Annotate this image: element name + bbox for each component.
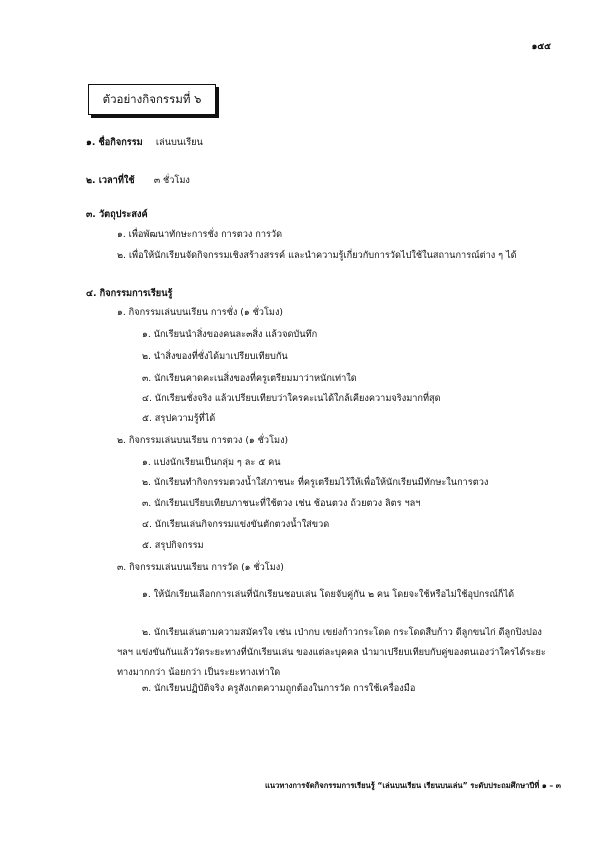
list-item: ๔. นักเรียนชั่งจริง แล้วเปรียบเทียบว่าใครคะเนได้ใกล้เคียงความจริงมากที่สุด (142, 393, 441, 404)
objective-item: ๑. เพื่อพัฒนาทักษะการชั่ง การตวง การวัด (117, 229, 283, 240)
list-item: ๕. สรุปกิจกรรม (142, 540, 204, 551)
sub2-title: ๒. กิจกรรมเล่นบนเรียน การตวง (๑ ชั่วโมง) (117, 435, 289, 446)
list-item: ๒. นำสิ่งของที่ชั่งได้มาเปรียบเทียบกัน (142, 351, 288, 362)
activity-title: ตัวอย่างกิจกรรมที่ ๖ (102, 92, 202, 107)
sub3-paragraph-2: ๒. นักเรียนเล่นตามความสมัครใจ เช่น เป่ากบ เขย่งก้าวกระโดด กระโดดสืบก้าว ดีลูกขนไก่ ดีลูกปิงปอง ฯลฯ แข่งขันกันแล้ววัดระยะทางที่นักเรียนเล่น ของแต่ละบุคคล นำมาเปรียบเทียบกับคู่ของตนเองว่าใครได้ระยะทางมากกว่า น้อยกว่า เป็นระยะทางเท่าใด (117, 627, 546, 678)
section2-heading (86, 176, 190, 186)
sub3-title: ๓. กิจกรรมเล่นบนเรียน การวัด (๑ ชั่วโมง) (117, 562, 284, 573)
list-item: ๒. นักเรียนทำกิจกรรมตวงน้ำใส่ภาชนะ ที่ครูเตรียมไว้ให้เพื่อให้นักเรียนมีทักษะในการตวง (142, 477, 489, 488)
list-item: ๕. สรุปความรู้ที่ได้ (142, 413, 216, 424)
list-item: ๓. นักเรียนเปรียบเทียบภาชนะที่ใช้ตวง เช่น ช้อนตวง ถ้วยตวง ลิตร ฯลฯ (142, 498, 421, 509)
section2-value: ๓ ชั่วโมง (153, 175, 190, 186)
list-item: ๓. นักเรียนคาดคะเนสิ่งของที่ครูเตรียมมาว่าหนักเท่าใด (142, 373, 357, 384)
sub3-paragraph-1: ๑. ให้นักเรียนเลือกการเล่นที่นักเรียนชอบเล่น โดยจับคู่กัน ๒ คน โดยจะใช้หรือไม่ใช้อุปกรณ์ก็ได้ (142, 589, 515, 600)
section3-heading: ๓. วัตถุประสงค์ (86, 209, 148, 220)
list-item: ๔. นักเรียนเล่นกิจกรรมแข่งขันตักตวงน้ำใส่ขวด (142, 519, 330, 530)
page-footer: แนวทางการจัดกิจกรรมการเรียนรู้ “เล่นบนเรียน เรียนบนเล่น” ระดับประถมศึกษาปีที่ ๑ – ๓ (265, 781, 561, 790)
section1-label: ๑. ชื่อกิจกรรม (86, 137, 143, 148)
list-item: ๑. นักเรียนนำสิ่งของคนละ๓สิ่ง แล้วจดบันทึก (142, 329, 318, 340)
list-item: ๑. แบ่งนักเรียนเป็นกลุ่ม ๆ ละ ๕ คน (142, 457, 281, 468)
section4-heading: ๔. กิจกรรมการเรียนรู้ (86, 288, 173, 299)
objective-item: ๒. เพื่อให้นักเรียนจัดกิจกรรมเชิงสร้างสรรค์ และนำความรู้เกี่ยวกับการวัดไปใช้ในสถานการณ์ต่าง ๆ ได้ (117, 250, 517, 261)
page-number: ๑๕๕ (531, 42, 551, 52)
sub3-paragraph-3: ๓. นักเรียนปฏิบัติจริง ครูสังเกตความถูกต้องในการวัด การใช้เครื่องมือ (142, 683, 416, 694)
section2-label: ๒. เวลาที่ใช้ (86, 175, 135, 186)
section1-heading (86, 138, 203, 148)
activity-title-box (88, 84, 216, 115)
sub1-title: ๑. กิจกรรมเล่นบนเรียน การชั่ง (๑ ชั่วโมง) (117, 307, 284, 318)
section1-value: เล่นบนเรียน (155, 137, 203, 148)
